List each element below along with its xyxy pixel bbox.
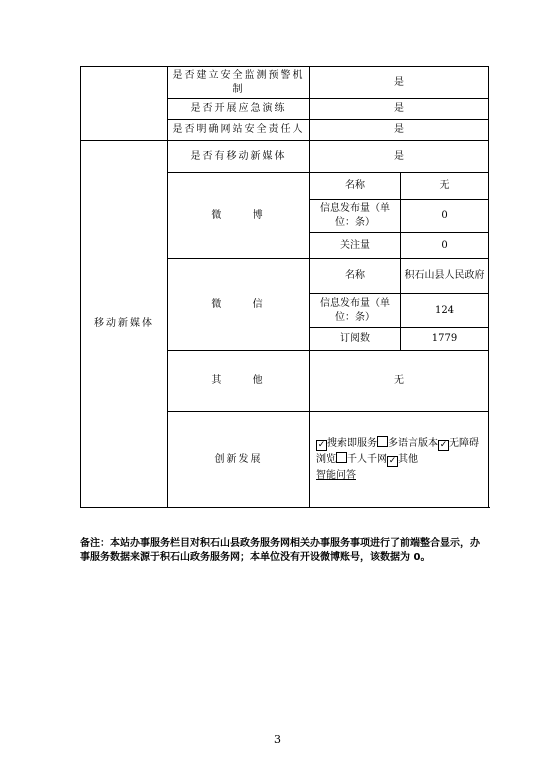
- innovation-option-search[interactable]: ✓ 搜索即服务: [317, 437, 377, 450]
- innovation-option-personalized[interactable]: 千人千网: [336, 454, 387, 465]
- innovation-label: 创新发展: [168, 412, 310, 508]
- report-table: [80, 66, 488, 508]
- monitoring-label: 是否建立安全监测预警机制: [168, 67, 310, 99]
- innovation-other-text: 智能问答: [316, 469, 356, 481]
- mobile-section-label: 移动新媒体: [81, 141, 168, 508]
- drill-label: 是否开展应急演练: [168, 99, 310, 120]
- weibo-follow-value: 0: [401, 233, 489, 259]
- weibo-follow-label: 关注量: [310, 233, 401, 259]
- officer-value: 是: [310, 120, 489, 141]
- wechat-label: 微 信: [168, 259, 310, 351]
- innovation-options: [310, 412, 489, 508]
- checkbox-icon[interactable]: ✓: [439, 439, 448, 450]
- mobile-has-label: 是否有移动新媒体: [168, 141, 310, 173]
- officer-label: 是否明确网站安全责任人: [168, 120, 310, 141]
- weibo-name-value: 无: [401, 173, 489, 200]
- drill-value: 是: [310, 99, 489, 120]
- wechat-name-value: 积石山县人民政府: [401, 259, 489, 294]
- wechat-subs-label: 订阅数: [310, 328, 401, 351]
- wechat-subs-value: 1779: [401, 328, 489, 351]
- footnote: 备注：本站办事服务栏目对积石山县政务服务网相关办事服务事项进行了前端整合显示，办事服务数据来源于积石山政务服务网；本单位没有开设微博账号，该数据为 0。: [80, 538, 480, 563]
- mobile-has-value: 是: [310, 141, 489, 173]
- page-number: 3: [274, 733, 281, 746]
- wechat-name-label: 名称: [310, 259, 401, 294]
- weibo-label: 微 博: [168, 173, 310, 259]
- checkbox-icon[interactable]: ✓: [317, 439, 326, 450]
- wechat-posts-label: 信息发布量（单位：条）: [310, 294, 401, 328]
- wechat-posts-value: 124: [401, 294, 489, 328]
- checkbox-icon[interactable]: [377, 436, 388, 447]
- monitoring-value: 是: [310, 67, 489, 99]
- checkbox-icon[interactable]: ✓: [388, 455, 397, 466]
- innovation-option-other[interactable]: ✓ 其他: [388, 453, 418, 466]
- other-value: 无: [310, 351, 489, 412]
- security-section-cell: [81, 67, 168, 141]
- weibo-name-label: 名称: [310, 173, 401, 200]
- weibo-posts-label: 信息发布量（单位：条）: [310, 200, 401, 233]
- other-label: 其 他: [168, 351, 310, 412]
- checkbox-icon[interactable]: [336, 452, 347, 463]
- weibo-posts-value: 0: [401, 200, 489, 233]
- innovation-option-multilang[interactable]: 多语言版本: [377, 438, 438, 449]
- innovation-option-accessibility[interactable]: ✓ 无障碍浏览: [316, 437, 479, 465]
